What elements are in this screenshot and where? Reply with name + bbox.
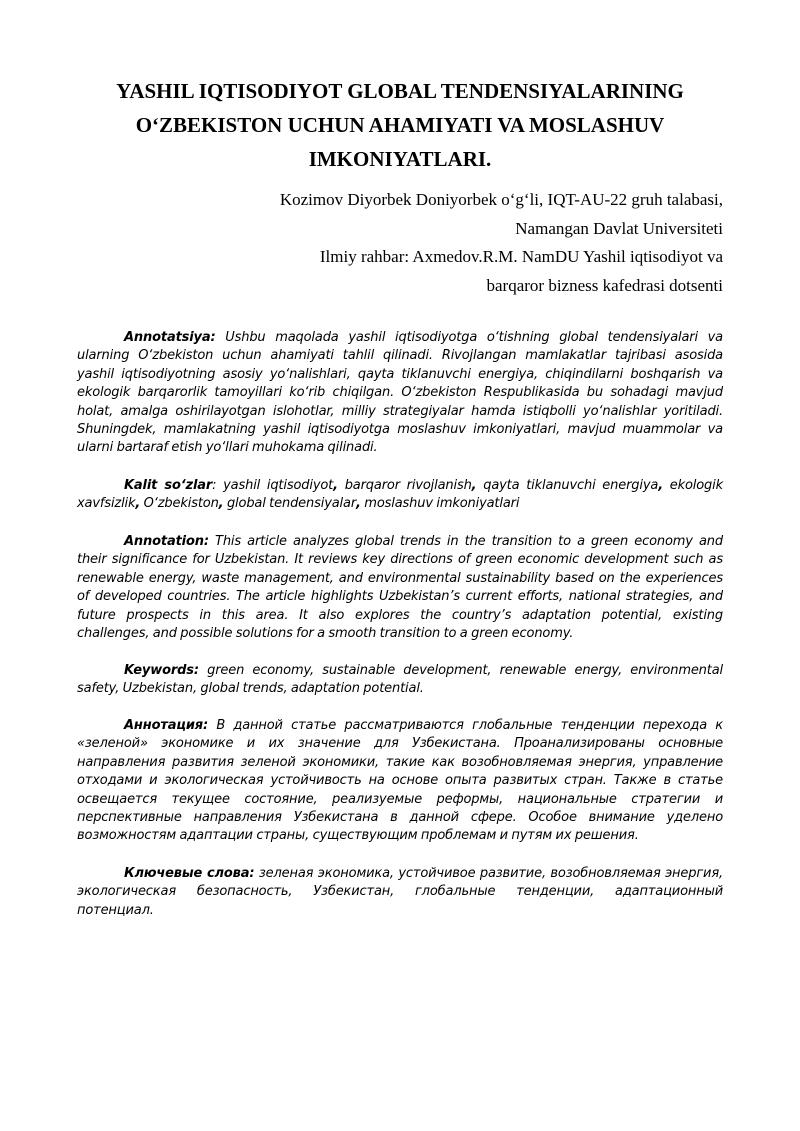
annotatsiya-paragraph: [77, 329, 723, 458]
title-line-2: O‘ZBEKISTON UCHUN AHAMIYATI VA MOSLASHUV: [135, 113, 665, 137]
paragraph-line: ekologik barqarorlik tamoyillari ko‘rib chiqilgan. O‘zbekiston Respublikasida bu sohadagi mavjud: [77, 385, 723, 401]
author-block: [163, 186, 723, 300]
annotatsiya-label: Annotatsiya:: [124, 330, 216, 345]
paragraph-line: yashil iqtisodiyotning asosiy yo‘nalishlari, qayta tiklanuvchi energiya, chiqindilarni boshqarish va: [77, 366, 723, 382]
paragraph-line: ularning O‘zbekiston uchun ahamiyati tahlil qilinadi. Rivojlangan mamlakatlar tajribasi asosida: [77, 348, 723, 364]
paragraph-line: challenges, and possible solutions for a smooth transition to a green economy.: [77, 626, 574, 642]
paragraph-line: «зеленой» экономике и их значение для Узбекистана. Проанализированы основные: [77, 736, 723, 752]
keywords-paragraph: [77, 662, 723, 699]
author-line-4: barqaror bizness kafedrasi dotsenti: [486, 275, 723, 295]
paragraph-line: отходами и экологическая устойчивость на основе опыта развитых стран. Также в статье: [77, 773, 723, 789]
annotation-paragraph: [77, 533, 723, 643]
paragraph-line: экологическая безопасность, Узбекистан, глобальные тенденции, адаптационный: [77, 884, 723, 900]
kalit-sozlar-label: Kalit so‘zlar: [124, 478, 213, 493]
author-line-2: Namangan Davlat Universiteti: [515, 218, 723, 238]
paragraph-line: Keywords: green economy, sustainable development, renewable energy, environmental: [124, 663, 723, 678]
annotatsiya-ru-paragraph: [77, 717, 723, 846]
author-line-3: Ilmiy rahbar: Axmedov.R.M. NamDU Yashil iqtisodiyot va: [319, 247, 723, 266]
paragraph-line: of developed countries. The article highlights Uzbekistan’s current efforts, national strategies, and: [77, 589, 723, 605]
annotatsiya-ru-label: Аннотация:: [124, 718, 209, 733]
paragraph-line: Kalit so‘zlar: yashil iqtisodiyot, barqaror rivojlanish, qayta tiklanuvchi energiya, ekologik: [124, 478, 723, 493]
kalit-sozlar-paragraph: [77, 477, 723, 514]
keywords-ru-paragraph: [77, 865, 723, 920]
annotation-label: Annotation:: [124, 534, 209, 549]
paragraph-line: направления развития зеленой экономики, такие как возобновляемая энергия, управление: [77, 754, 723, 770]
paragraph-line: потенциал.: [77, 902, 154, 918]
paragraph-line: renewable energy, waste management, and environmental sustainability based on the experiences: [77, 570, 723, 586]
paragraph-line: Shuningdek, mamlakatning yashil iqtisodiyotga moslashuv imkoniyatlari, mavjud muammolar va: [77, 422, 723, 438]
paragraph-line: Аннотация: В данной статье рассматриваются глобальные тенденции перехода к: [124, 718, 723, 733]
paragraph-line: Ключевые слова: зеленая экономика, устойчивое развитие, возобновляемая энергия,: [124, 866, 723, 881]
paragraph-line: Annotation: This article analyzes global trends in the transition to a green economy and: [124, 534, 723, 549]
paragraph-line: возможностям адаптации страны, существующим проблемам и путям их решения.: [77, 828, 639, 844]
keywords-label: Keywords:: [124, 663, 199, 678]
title-line-3: IMKONIYATLARI.: [308, 147, 492, 171]
paragraph-line: освещается текущее состояние, реализуемые реформы, национальные стратегии и: [77, 791, 723, 807]
keywords-ru-label: Ключевые слова:: [124, 866, 255, 881]
paper-title: [80, 74, 720, 176]
paragraph-line: their significance for Uzbekistan. It reviews key directions of green economic development such as: [77, 552, 723, 568]
paragraph-line: перспективные направления Узбекистана в данной сфере. Особое внимание уделено: [77, 810, 723, 826]
paragraph-line: safety, Uzbekistan, global trends, adaptation potential.: [77, 681, 424, 697]
paragraph-line: holat, amalga oshirilayotgan islohotlar, milliy strategiyalar hamda istiqbolli yo‘nalishlar yoritiladi.: [77, 403, 723, 419]
paragraph-line: Annotatsiya: Ushbu maqolada yashil iqtisodiyotga o‘tishning global tendensiyalari va: [124, 330, 723, 345]
paragraph-line: xavfsizlik, O‘zbekiston, global tendensiyalar, moslashuv imkoniyatlari: [77, 496, 520, 512]
paragraph-line: ularni bartaraf etish yo‘llari muhokama qilinadi.: [77, 440, 378, 456]
title-line-1: YASHIL IQTISODIYOT GLOBAL TENDENSIYALARINING: [116, 79, 684, 103]
author-line-1: Kozimov Diyorbek Doniyorbek o‘g‘li, IQT-AU-22 gruh talabasi,: [279, 190, 723, 209]
paragraph-line: future prospects in this area. It also explores the country’s adaptation potential, existing: [77, 607, 723, 623]
